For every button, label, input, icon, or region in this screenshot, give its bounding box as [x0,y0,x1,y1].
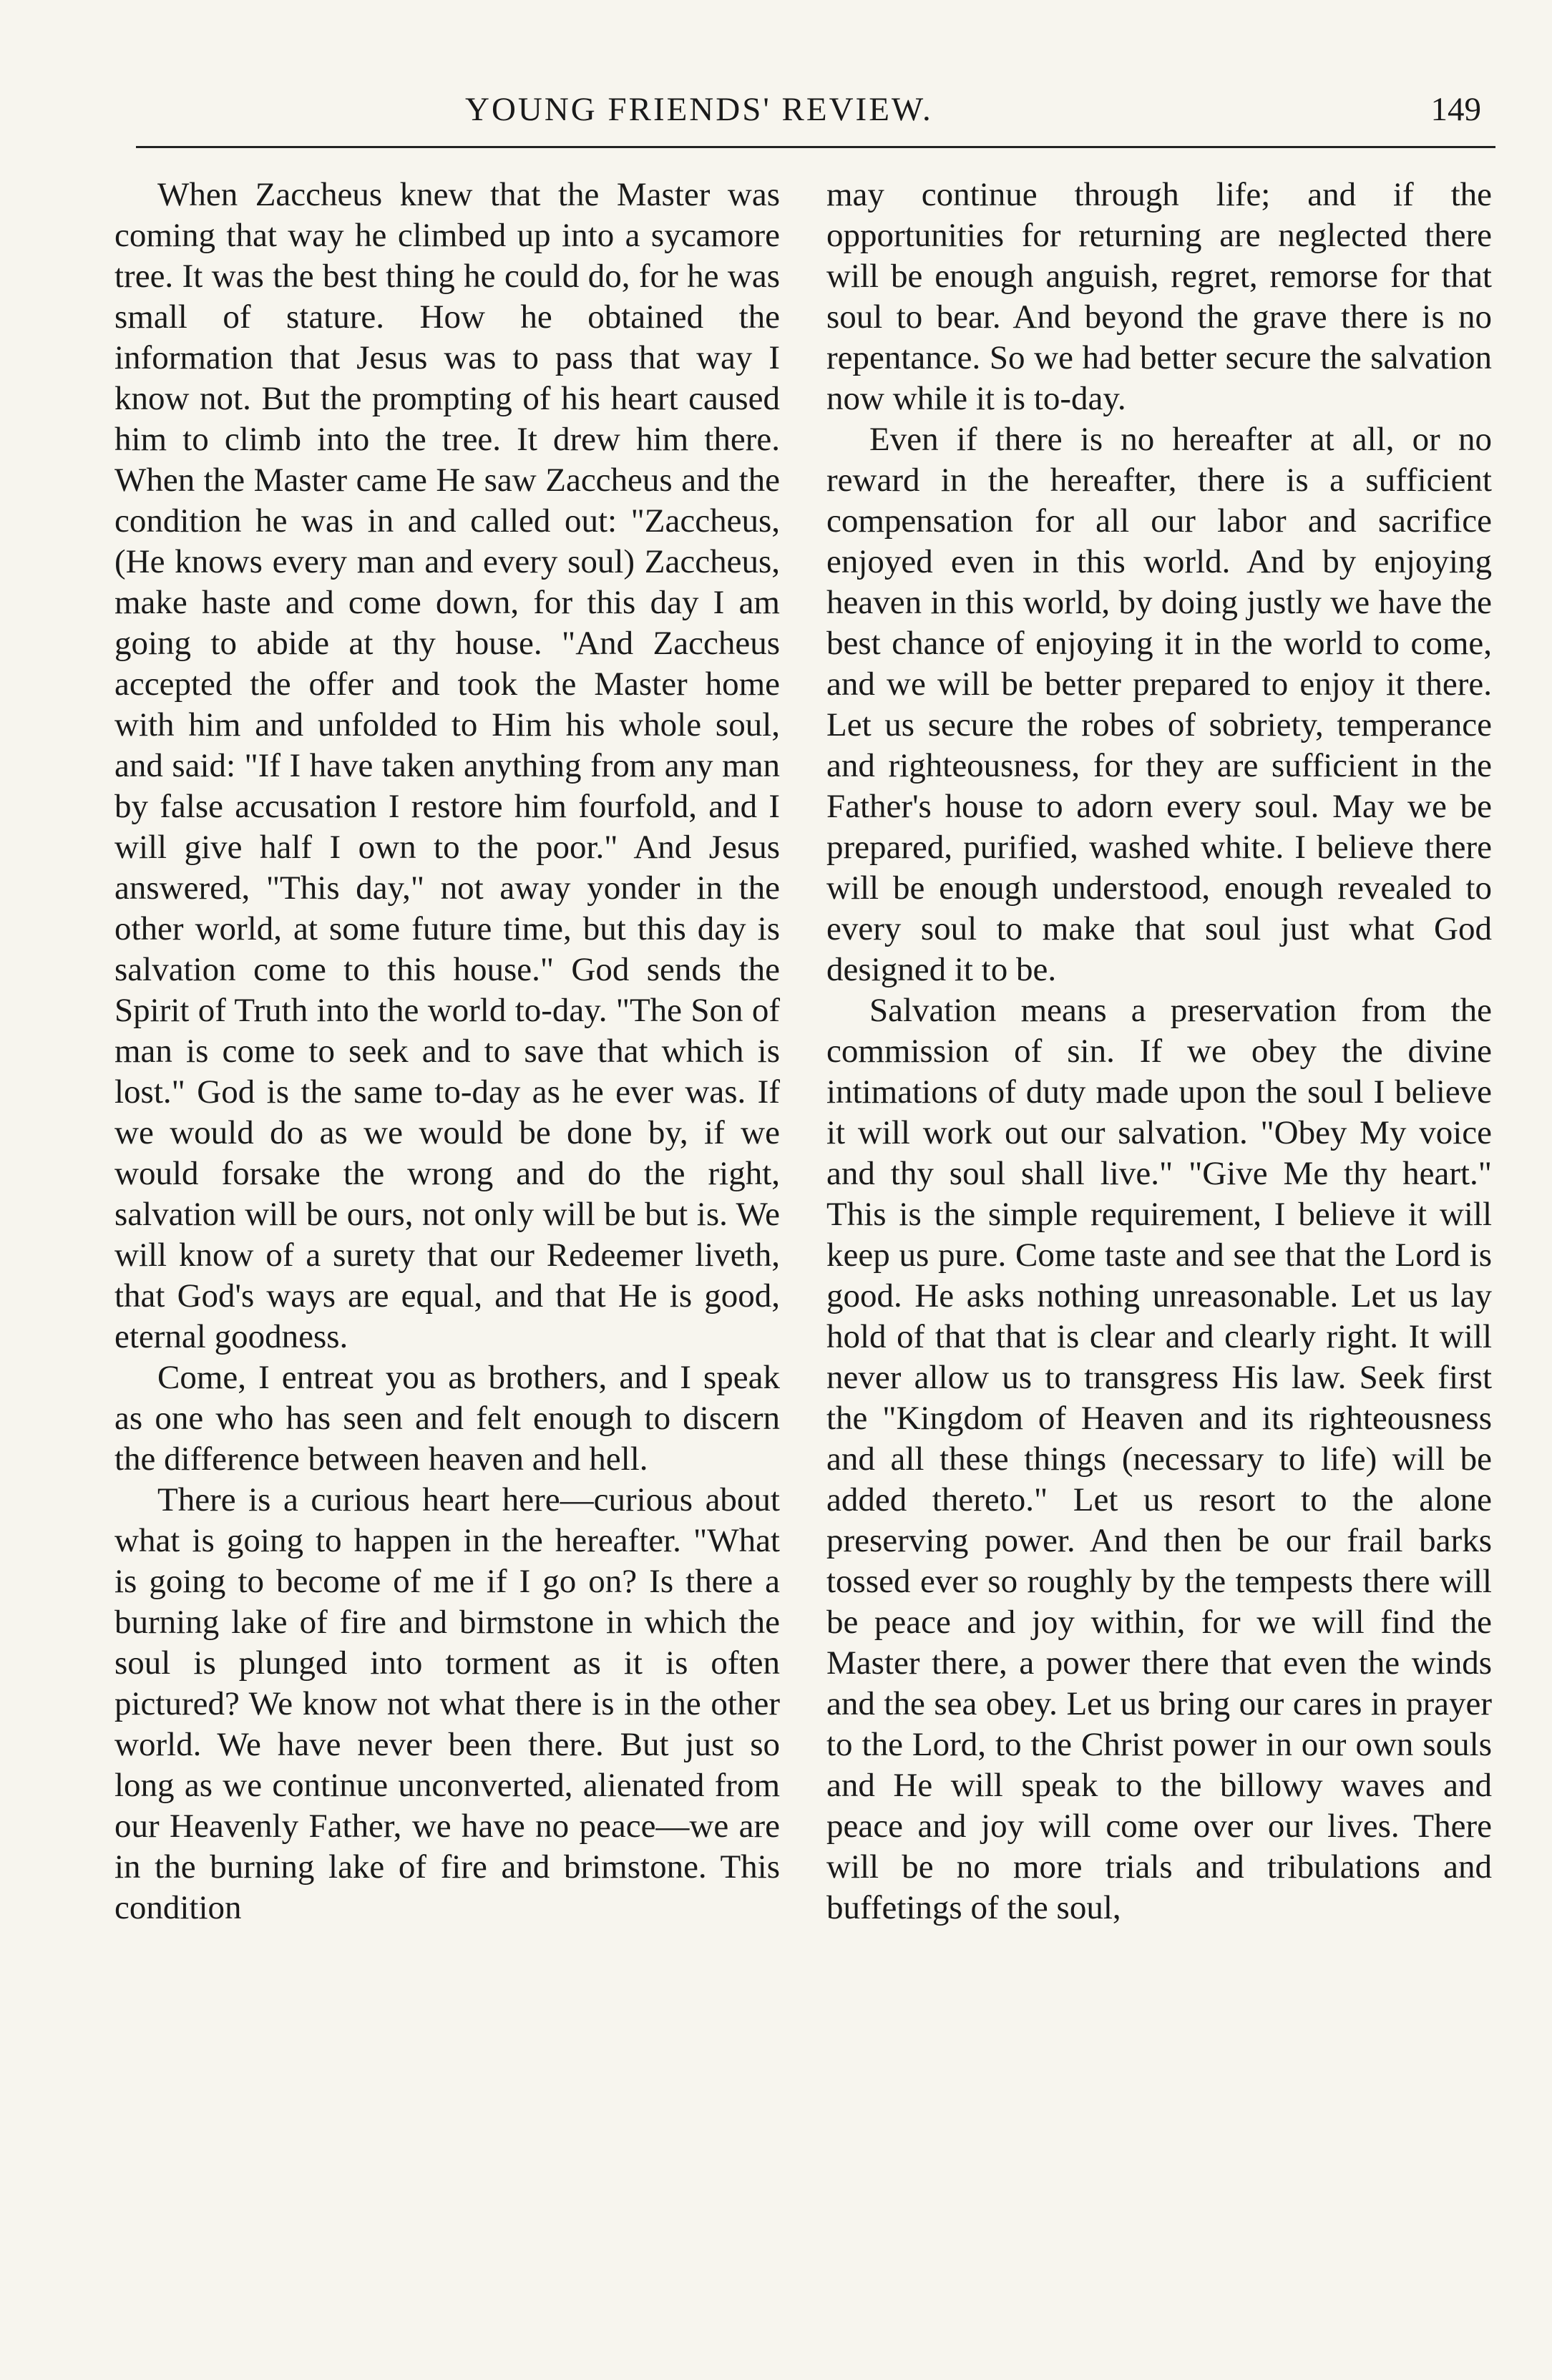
paragraph: Come, I entreat you as brothers, and I speak as one who has seen and felt enough to discern the difference between heaven and hell. [114,1359,780,1478]
paragraph: There is a curious heart here—curious about what is going to happen in the hereafter. "What is going to become of me if I go on? Is there a burning lake of fire and birmstone in which the soul is plunged into torment as it is often pictured? We know not what there is in the other world. We have never been there. But just so long as we continue unconverted, alienated from our Heavenly Father, we have no peace—we are in the burning lake of fire and brimstone. This condition [114,1481,780,1926]
paragraph: Salvation means a preservation from the commission of sin. If we obey the divine intimations of duty made upon the soul I believe it will work out our salvation. "Obey My voice and thy soul shall live." "Give Me thy heart." This is the simple requirement, I believe it will keep us pure. Come taste and see that the Lord is good. He asks nothing unreasonable. Let us lay hold of that that is clear and clearly right. It will never allow us to transgress His law. Seek first the "Kingdom of Heaven and its righteousness and all these things (necessary to life) will be added thereto." Let us resort to the alone preserving power. And then be our frail barks tossed ever so roughly by the tempests there will be peace and joy within, for we will find the Master there, a power there that even the winds and the sea obey. Let us bring our cares in prayer to the Lord, to the Christ power in our own souls and He will speak to the billowy waves and peace and joy will come over our lives. There will be no more trials and tribulations and buffetings of the soul, [826,992,1492,1926]
page-header [136,84,1495,149]
paragraph: may continue through life; and if the opportunities for returning are neglected there will be enough anguish, regret, remorse for that soul to bear. And beyond the grave there is no repentance. So we had better secure the salvation now while it is to-day. [826,176,1492,417]
paragraph: When Zaccheus knew that the Master was coming that way he climbed up into a sycamore tree. It was the best thing he could do, for he was small of stature. How he obtained the information that Jesus was to pass that way I know not. But the prompting of his heart caused him to climb into the tree. It drew him there. When the Master came He saw Zaccheus and the condition he was in and called out: "Zaccheus, (He knows every man and every soul) Zaccheus, make haste and come down, for this day I am going to abide at thy house. "And Zaccheus accepted the offer and took the Master home with him and unfolded to Him his whole soul, and said: "If I have taken anything from any man by false accusation I restore him fourfold, and I will give half I own to the poor." And Jesus answered, "This day," not away yonder in the other world, at some future time, but this day is salvation come to this house." God sends the Spirit of Truth into the world to-day. "The Son of man is come to seek and to save that which is lost." God is the same to-day as he ever was. If we would do as we would be done by, if we would forsake the wrong and do the right, salvation will be ours, not only will be but is. We will know of a surety that our Redeemer liveth, that God's ways are equal, and that He is good, eternal goodness. [114,176,780,1355]
right-column [826,175,1492,1928]
page-number: 149 [1430,91,1481,128]
header-rule [136,146,1495,148]
running-head: YOUNG FRIENDS' REVIEW. [465,91,933,128]
paragraph: Even if there is no hereafter at all, or no reward in the hereafter, there is a sufficient compensation for all our labor and sacrifice enjoyed even in this world. And by enjoying heaven in this world, by doing justly we have the best chance of enjoying it in the world to come, and we will be better prepared to enjoy it there. Let us secure the robes of sobriety, temperance and righteousness, for they are sufficient in the Father's house to adorn every soul. May we be prepared, purified, washed white. I believe there will be enough understood, enough revealed to every soul to make that soul just what God designed it to be. [826,421,1492,988]
left-column [114,175,780,1928]
